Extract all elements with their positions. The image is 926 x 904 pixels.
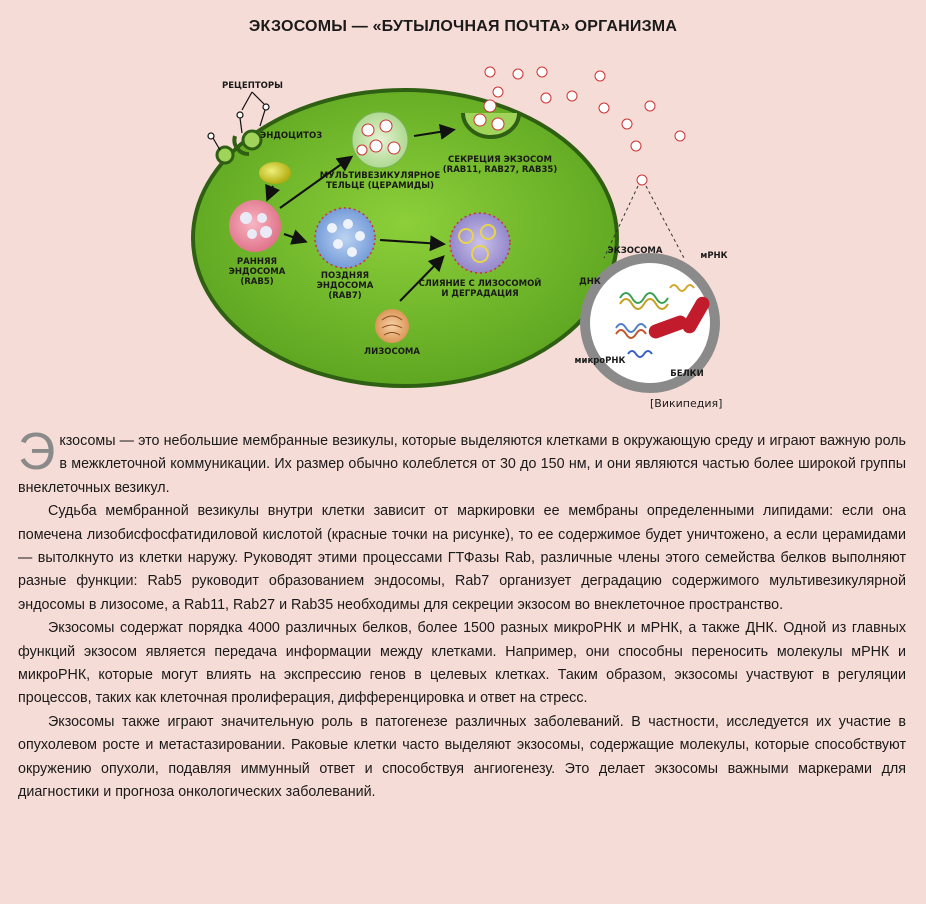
- label-late-endosome: ПОЗДНЯЯ: [320, 271, 370, 281]
- exosome-diagram: [180, 58, 740, 418]
- label-early-endosome: (RAB5): [240, 277, 274, 287]
- label-secretion: (RAB11, RAB27, RAB35): [442, 165, 558, 175]
- paragraph-1: [18, 423, 906, 500]
- label-mvb: МУЛЬТИВЕЗИКУЛЯРНОЕ: [319, 171, 441, 181]
- internalized-vesicle: [259, 162, 291, 184]
- dropcap: Э: [18, 423, 56, 481]
- page-title: ЭКЗОСОМЫ — «БУТЫЛОЧНАЯ ПОЧТА» ОРГАНИЗМА: [248, 18, 678, 35]
- early-endosome: [229, 200, 281, 252]
- figure-credit: [Википедия]: [650, 397, 723, 410]
- multivesicular-body: [352, 112, 408, 168]
- paragraph-3: Экзосомы содержат порядка 4000 различных белков, более 1500 разных микроРНК и мРНК, а также ДНК. Одной из главных функций экзосом является передача информации между клетками. Например, они способны переносить молекулы мРНК и микроРНК, которые могут влиять на экспрессию генов в целевых клетках. Таким образом, экзосомы участвуют в регуляции процессов, таких как клеточная пролиферация, дифференцировка и ответ на стресс.: [18, 620, 906, 707]
- label-proteins: БЕЛКИ: [670, 369, 704, 379]
- exosome-diagram-svg: [180, 58, 740, 418]
- label-dna: ДНК: [579, 277, 601, 287]
- paragraph-1-text: кзосомы — это небольшие мембранные везикулы, которые выделяются клетками в окружающую среду и играют важную роль в межклеточной коммуникации. Их размер обычно колеблется от 30 до 150 нм, и они являются частью более широкой группы внеклеточных везикул.: [18, 433, 906, 496]
- lysosome: [375, 309, 409, 343]
- label-secretion: СЕКРЕЦИЯ ЭКЗОСОМ: [448, 155, 552, 165]
- label-late-endosome: ЭНДОСОМА: [316, 281, 374, 291]
- label-receptors: РЕЦЕПТОРЫ: [222, 81, 283, 91]
- label-mvb: ТЕЛЬЦЕ (ЦЕРАМИДЫ): [325, 181, 435, 191]
- label-early-endosome: ЭНДОСОМА: [228, 267, 286, 277]
- label-lysosome: ЛИЗОСОМА: [364, 347, 420, 357]
- label-microrna: микроРНК: [574, 356, 626, 366]
- label-fusion: И ДЕГРАДАЦИЯ: [441, 289, 519, 299]
- endocytosis-vesicle: [243, 131, 261, 149]
- label-early-endosome: РАННЯЯ: [236, 257, 278, 267]
- paragraph-4: Экзосомы также играют значительную роль в патогенезе различных заболеваний. В частности, исследуется их участие в опухолевом росте и метастазировании. Раковые клетки часто выделяют экзосомы, содержащие молекулы, которые способствуют окружению опухоли, подавляя иммунный ответ и способствуя ангиогенезу. Это делает экзосомы важными маркерами для диагностики и прогноза онкологических заболеваний.: [18, 713, 906, 801]
- article-body: [18, 423, 906, 805]
- label-late-endosome: (RAB7): [328, 291, 362, 301]
- late-endosome: [315, 208, 375, 268]
- label-fusion: СЛИЯНИЕ С ЛИЗОСОМОЙ: [418, 279, 542, 289]
- lysosome-fusion: [450, 213, 510, 273]
- label-exosome: ЭКЗОСОМА: [607, 246, 663, 256]
- label-mrna: мРНК: [700, 251, 728, 261]
- label-endocytosis: ЭНДОЦИТОЗ: [260, 131, 323, 141]
- paragraph-2: Судьба мембранной везикулы внутри клетки зависит от маркировки ее мембраны определенными липидами: если она помечена лизобисфосфатидиловой кислотой (красные точки на рисунке), то ее содержимое будет уничтожено, а если церамидами — вытолкнуто из клетки наружу. Руководят этими процессами ГТФазы Rab, различные члены этого семейства белков выполняют разные функции: Rab5 руководит образованием эндосомы, Rab7 организует деградацию содержимого мультивезикулярной эндосомы в лизосоме, а Rab11, Rab27 и Rab35 необходимы для секреции экзосом во внеклеточное пространство.: [18, 503, 906, 613]
